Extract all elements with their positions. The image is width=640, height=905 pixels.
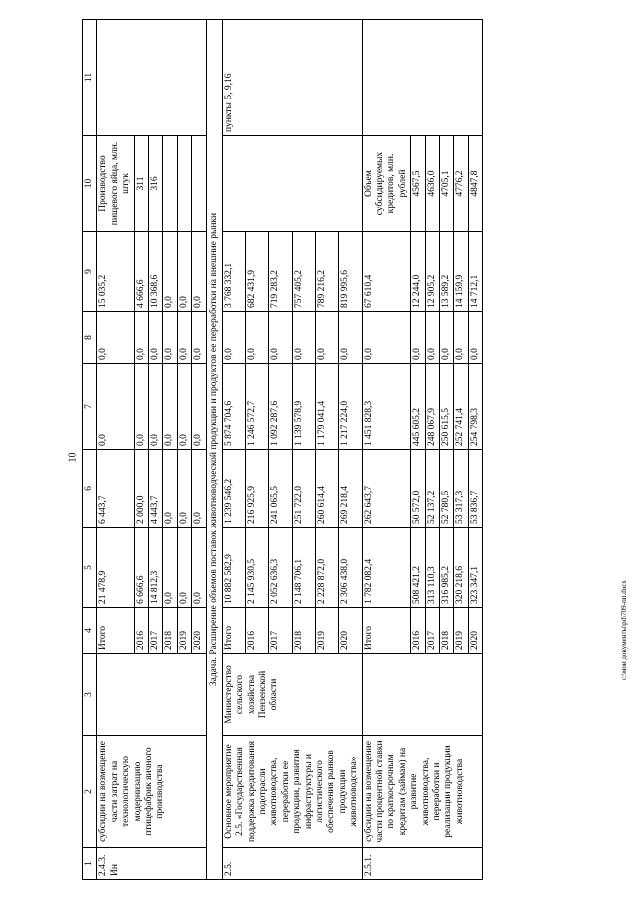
value-cell: 0,0: [163, 364, 177, 450]
task-row: [206, 20, 222, 880]
year-cell: 2019: [454, 608, 468, 654]
indicator-value: 4847,8: [468, 136, 482, 232]
col-header: 9: [83, 232, 97, 312]
value-cell: 0,0: [177, 528, 191, 608]
value-cell: 254 798,3: [468, 364, 482, 450]
value-cell: 0,0: [148, 312, 162, 364]
notes-cell: пункты 5, 9,16: [222, 20, 362, 136]
year-cell: 2017: [269, 608, 292, 654]
indicator-value: 4705,1: [439, 136, 453, 232]
value-cell: 323 347,1: [468, 528, 482, 608]
value-cell: 1 217 224,0: [339, 364, 362, 450]
notes-cell: [362, 20, 483, 136]
value-cell: 4 443,7: [148, 450, 162, 528]
value-cell: 0,0: [222, 312, 245, 364]
value-cell: 262 643,7: [362, 450, 411, 528]
value-cell: 0,0: [192, 450, 206, 528]
value-cell: 0,0: [163, 528, 177, 608]
value-cell: 10 882 582,9: [222, 528, 245, 608]
value-cell: 2 148 706,1: [292, 528, 315, 608]
executor-cell: [362, 654, 483, 736]
value-cell: 6 443,7: [97, 450, 134, 528]
value-cell: 1 451 828,3: [362, 364, 411, 450]
indicator-value: 316: [148, 136, 162, 232]
value-cell: 0,0: [192, 528, 206, 608]
year-cell: 2020: [192, 608, 206, 654]
year-cell: 2020: [339, 608, 362, 654]
table-row: [97, 20, 134, 880]
col-header: 7: [83, 364, 97, 450]
value-cell: 0,0: [148, 364, 162, 450]
row-number: 2.5.1.: [362, 848, 483, 880]
value-cell: 0,0: [362, 312, 411, 364]
value-cell: 67 610,4: [362, 232, 411, 312]
value-cell: 2 052 636,3: [269, 528, 292, 608]
value-cell: 50 572,0: [411, 450, 425, 528]
value-cell: 0,0: [468, 312, 482, 364]
value-cell: 252 741,4: [454, 364, 468, 450]
year-cell: 2016: [246, 608, 269, 654]
indicator-value: 311: [134, 136, 148, 232]
value-cell: 0,0: [439, 312, 453, 364]
col-header: 10: [83, 136, 97, 232]
value-cell: 0,0: [246, 312, 269, 364]
value-cell: 0,0: [177, 450, 191, 528]
value-cell: 2 000,0: [134, 450, 148, 528]
indicator-value: [163, 136, 177, 232]
value-cell: 0,0: [134, 364, 148, 450]
value-cell: 0,0: [316, 312, 339, 364]
value-cell: 819 995,6: [339, 232, 362, 312]
value-cell: 1 782 082,4: [362, 528, 411, 608]
value-cell: 250 615,5: [439, 364, 453, 450]
col-header: 4: [83, 608, 97, 654]
executor-cell: Министерство сельского хозяйства Пензенской области: [222, 654, 362, 736]
value-cell: 260 614,4: [316, 450, 339, 528]
col-header: 5: [83, 528, 97, 608]
value-cell: 2 228 872,0: [316, 528, 339, 608]
indicator-cell: [222, 136, 362, 232]
value-cell: 0,0: [411, 312, 425, 364]
value-cell: 53 317,3: [454, 450, 468, 528]
col-header: 11: [83, 20, 97, 136]
year-cell: 2019: [177, 608, 191, 654]
indicator-value: [177, 136, 191, 232]
value-cell: 0,0: [163, 450, 177, 528]
indicator-value: 4636,0: [425, 136, 439, 232]
value-cell: 14 712,1: [468, 232, 482, 312]
value-cell: 0,0: [177, 232, 191, 312]
value-cell: 1 139 578,9: [292, 364, 315, 450]
value-cell: 508 421,2: [411, 528, 425, 608]
value-cell: 13 589,2: [439, 232, 453, 312]
value-cell: 757 405,2: [292, 232, 315, 312]
row-number: 2.4.3. Ин: [97, 848, 206, 880]
table-row: [362, 20, 411, 880]
value-cell: 10 368,6: [148, 232, 162, 312]
col-header: 8: [83, 312, 97, 364]
value-cell: 53 836,7: [468, 450, 482, 528]
indicator-label: Объем субсидируемых кредитов, млн. рублей: [362, 136, 411, 232]
value-cell: 15 035,2: [97, 232, 134, 312]
value-cell: 1 246 572,7: [246, 364, 269, 450]
header-row: [83, 20, 97, 880]
indicator-value: 4776,2: [454, 136, 468, 232]
year-cell: 2016: [411, 608, 425, 654]
indicator-value: 4567,5: [411, 136, 425, 232]
value-cell: 719 283,2: [269, 232, 292, 312]
period-cell: Итого: [222, 608, 245, 654]
value-cell: 445 605,2: [411, 364, 425, 450]
value-cell: 1 179 041,4: [316, 364, 339, 450]
year-cell: 2018: [292, 608, 315, 654]
value-cell: 313 110,3: [425, 528, 439, 608]
value-cell: 269 218,4: [339, 450, 362, 528]
value-cell: 0,0: [269, 312, 292, 364]
value-cell: 682 431,9: [246, 232, 269, 312]
value-cell: 21 478,9: [97, 528, 134, 608]
measure-name: субсидии на возмещение части затрат на технологическую модернизацию птицефабрик яичного производства: [97, 736, 206, 848]
value-cell: 0,0: [97, 312, 134, 364]
col-header: 2: [83, 736, 97, 848]
value-cell: 320 218,6: [454, 528, 468, 608]
year-cell: 2017: [148, 608, 162, 654]
value-cell: 0,0: [97, 364, 134, 450]
value-cell: 0,0: [177, 364, 191, 450]
value-cell: 4 666,6: [134, 232, 148, 312]
year-cell: 2018: [439, 608, 453, 654]
year-cell: 2018: [163, 608, 177, 654]
executor-cell: [97, 654, 206, 736]
col-header: 6: [83, 450, 97, 528]
value-cell: 14 159,9: [454, 232, 468, 312]
value-cell: 0,0: [339, 312, 362, 364]
value-cell: 12 905,2: [425, 232, 439, 312]
value-cell: 248 067,9: [425, 364, 439, 450]
period-cell: Итого: [97, 608, 134, 654]
value-cell: 2 145 930,5: [246, 528, 269, 608]
year-cell: 2017: [425, 608, 439, 654]
value-cell: 6 666,6: [134, 528, 148, 608]
value-cell: 2 306 438,0: [339, 528, 362, 608]
indicator-value: [192, 136, 206, 232]
value-cell: 52 137,2: [425, 450, 439, 528]
value-cell: 789 216,2: [316, 232, 339, 312]
year-cell: 2016: [134, 608, 148, 654]
notes-cell: [97, 20, 206, 136]
value-cell: 1 239 546,2: [222, 450, 245, 528]
value-cell: 0,0: [425, 312, 439, 364]
value-cell: 251 722,0: [292, 450, 315, 528]
col-header: 1: [83, 848, 97, 880]
measure-name: Основное мероприятие 2.5. «Государственная поддержка кредитования подотрасли животноводства, переработки ее продукции, развития инфраструктуры и логистического обеспечения рынков продукции животноводства»: [222, 736, 362, 848]
value-cell: 0,0: [192, 312, 206, 364]
value-cell: 0,0: [177, 312, 191, 364]
table-row: [222, 20, 245, 880]
value-cell: 0,0: [134, 312, 148, 364]
value-cell: 0,0: [192, 232, 206, 312]
program-table: [82, 19, 483, 880]
value-cell: 5 874 704,6: [222, 364, 245, 450]
value-cell: 316 985,2: [439, 528, 453, 608]
value-cell: 14 812,3: [148, 528, 162, 608]
value-cell: 3 768 332,1: [222, 232, 245, 312]
value-cell: 216 925,9: [246, 450, 269, 528]
indicator-label: Производство пищевого яйца, млн. штук: [97, 136, 134, 232]
row-number: 2.5.: [222, 848, 362, 880]
rotated-table-container: [82, 20, 622, 880]
measure-name: субсидии на возмещение части процентной ставки по краткосрочным кредитам (займам) на развитие животноводства, переработки и реализации продукции животноводства: [362, 736, 483, 848]
value-cell: 1 092 287,6: [269, 364, 292, 450]
value-cell: 12 244,0: [411, 232, 425, 312]
value-cell: 0,0: [163, 232, 177, 312]
period-cell: Итого: [362, 608, 411, 654]
task-heading: Задача. Расширение объемов поставок животноводческой продукции и продуктов ее переработки на внешние рынки: [206, 20, 222, 880]
value-cell: 0,0: [292, 312, 315, 364]
footer-path: c:\мои документы\pd\709-пп.docx: [620, 580, 628, 680]
value-cell: 0,0: [454, 312, 468, 364]
value-cell: 241 065,5: [269, 450, 292, 528]
year-cell: 2020: [468, 608, 482, 654]
page-number: 10: [67, 452, 79, 463]
value-cell: 0,0: [163, 312, 177, 364]
col-header: 3: [83, 654, 97, 736]
year-cell: 2019: [316, 608, 339, 654]
value-cell: 0,0: [192, 364, 206, 450]
value-cell: 52 780,5: [439, 450, 453, 528]
